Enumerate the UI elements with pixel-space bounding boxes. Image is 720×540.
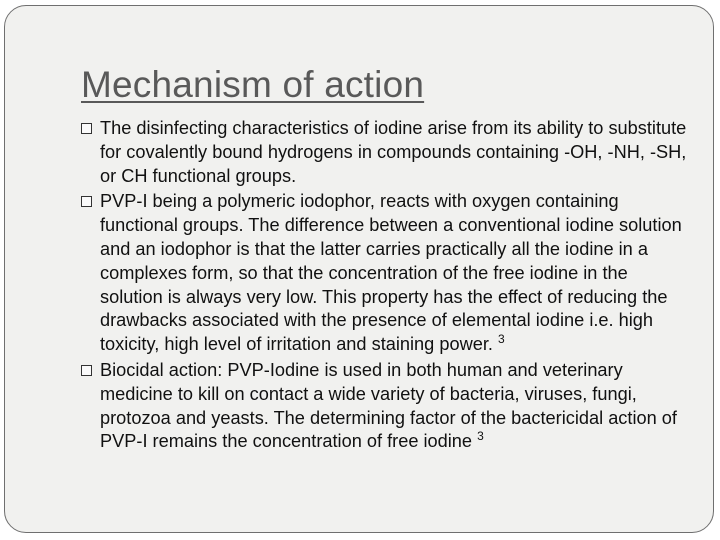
reference-superscript: 3 xyxy=(477,429,484,444)
slide-title: Mechanism of action xyxy=(81,64,425,105)
slide xyxy=(4,5,714,533)
bullet-text: The disinfecting characteristics of iodine arise from its ability to substitute for covalently bound hydrogens in compounds containing -OH, -NH, -SH, or CH functional groups. xyxy=(100,118,687,186)
bullet-item xyxy=(82,190,692,357)
square-bullet-icon xyxy=(81,196,92,207)
bullet-text: Biocidal action: PVP-Iodine is used in both human and veterinary medicine to kill on contact a wide variety of bacteria, viruses, fungi, protozoa and yeasts. The determining factor of the bactericidal action of PVP-I remains the concentration of free iodine xyxy=(100,359,677,452)
bullet-item xyxy=(82,359,692,454)
square-bullet-icon xyxy=(81,123,92,134)
bullet-list xyxy=(82,117,692,456)
square-bullet-icon xyxy=(81,365,92,376)
reference-superscript: 3 xyxy=(497,332,505,347)
bullet-text: PVP-I being a polymeric iodophor, reacts with oxygen containing functional groups. The difference between a conventional iodine solution and an iodophor is that the latter carries practically all the iodine in a complexes form, so that the concentration of the free iodine in the solution is always very low. This property has the effect of reducing the drawbacks associated with the presence of elemental iodine i.e. high toxicity, high level of irritation and staining power. xyxy=(100,191,682,355)
bullet-item xyxy=(82,117,692,188)
